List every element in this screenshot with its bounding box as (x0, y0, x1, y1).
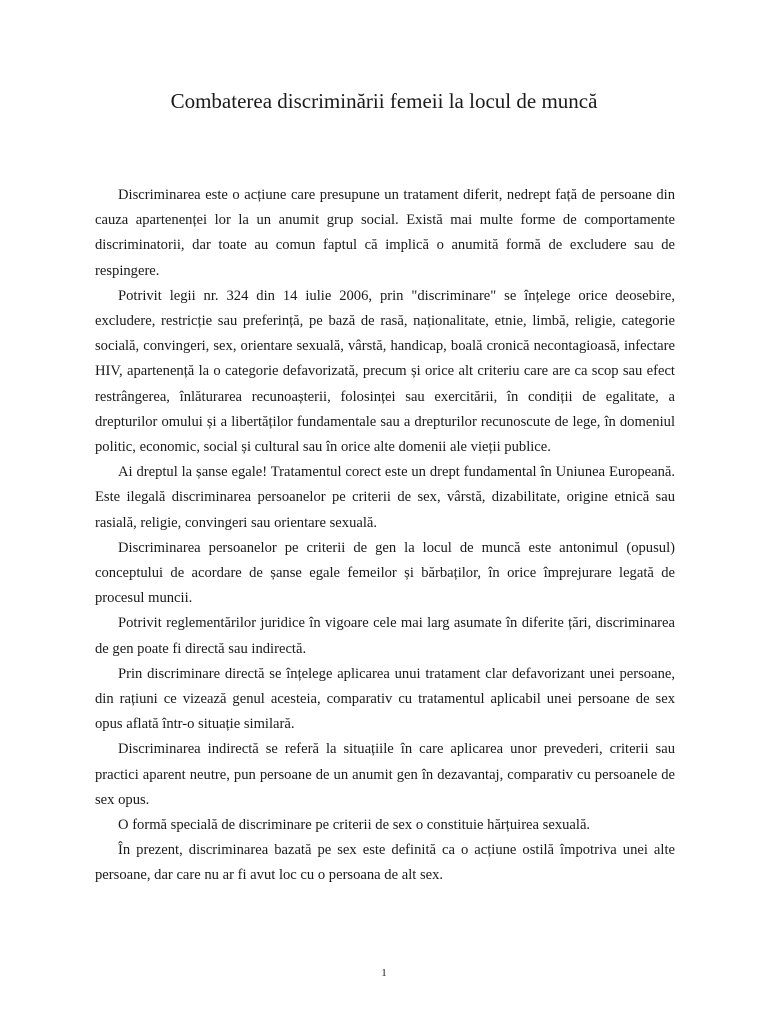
document-title: Combaterea discriminării femeii la locul de muncă (170, 89, 598, 113)
paragraph-gender-discrimination: Discriminarea persoanelor pe criterii de gen la locul de muncă este antonimul (opusul) conceptului de acordare de șanse egale femeilor și bărbaților, în orice împrejurare legată de procesul muncii. (95, 539, 675, 607)
paragraph-equal-chances: Ai dreptul la șanse egale! Tratamentul corect este un drept fundamental în Uniunea Europeană. Este ilegală discriminarea persoanelor pe criterii de sex, vârstă, dizabilitate, origine etnică sau rasială, religie, convingeri sau orientare sexuală. (95, 464, 675, 531)
paragraph-sexual-harassment: O formă specială de discriminare pe criterii de sex o constituie hărțuirea sexuală. (118, 817, 591, 834)
paragraph-direct-discrimination: Prin discriminare directă se înțelege aplicarea unui tratament clar defavorizant unei persoane, din rațiuni ce vizează genul acesteia, comparativ cu tratamentul aplicabil unei persoane de sex opus aflată într-o situație similară. (95, 665, 675, 733)
document-body (95, 183, 675, 889)
paragraph-indirect-discrimination: Discriminarea indirectă se referă la situațiile în care aplicarea unor prevederi, criterii sau practici aparent neutre, pun persoane de un anumit gen în dezavantaj, comparativ cu persoanele de sex opus. (95, 741, 675, 808)
page-number: 1 (381, 967, 387, 979)
paragraph-definition: Discriminarea este o acțiune care presupune un tratament diferit, nedrept față de persoane din cauza apartenenței lor la un anumit grup social. Există mai multe forme de comportamente discriminatorii, dar toate au comun faptul că implică o anumită formă de excludere sau de respingere. (95, 187, 675, 279)
paragraph-current-definition: În prezent, discriminarea bazată pe sex este definită ca o acțiune ostilă împotriva unei alte persoane, dar care nu ar fi avut loc cu o persoana de alt sex. (95, 842, 675, 884)
paragraph-legal-regulations: Potrivit reglementărilor juridice în vigoare cele mai larg asumate în diferite țări, discriminarea de gen poate fi directă sau indirectă. (95, 615, 675, 657)
paragraph-law-324: Potrivit legii nr. 324 din 14 iulie 2006, prin "discriminare" se înțelege orice deosebire, excludere, restricție sau preferință, pe bază de rasă, naționalitate, etnie, limbă, religie, categorie socială, convingeri, sex, orientare sexuală, vârstă, handicap, boală cronică necontagioasă, infectare HIV, apartenență la o categorie defavorizată, precum și orice alt criteriu care are ca scop sau efect restrângerea, înlăturarea recunoașterii, folosinței sau exercitării, în condiții de egalitate, a drepturilor omului și a libertăților fundamentale sau a drepturilor recunoscute de lege, în domeniul politic, economic, social și cultural sau în orice alte domenii ale vieții publice. (95, 287, 675, 456)
